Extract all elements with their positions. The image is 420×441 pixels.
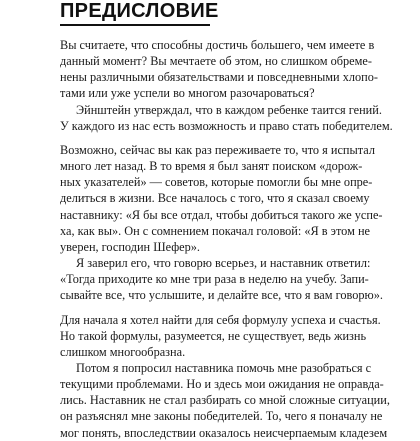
paragraph-5	[60, 312, 381, 360]
text-line: тами или уже успели во многом разочароваться?	[60, 86, 315, 101]
chapter-heading: ПРЕДИСЛОВИЕ	[60, 0, 219, 22]
text-line: много лет назад. В то время я был занят поиском «дорож-	[60, 159, 363, 174]
text-line: «Тогда приходите ко мне три раза в неделю на учебу. Запи-	[60, 272, 369, 287]
text-line: У каждого из нас есть возможность и право стать победителем.	[60, 118, 393, 133]
text-line: Возможно, сейчас вы как раз переживаете то, что я испытал	[60, 142, 375, 157]
text-line: делиться в жизни. Все началось с того, что я сказал своему	[60, 191, 370, 206]
text-line: Вы считаете, что способны достичь большего, чем имеете в	[60, 38, 375, 52]
text-line: данный момент? Вы мечтаете об этом, но слишком обреме-	[60, 54, 372, 69]
text-line: он разъяснял мне законы победителей. То, чего я поначалу не	[60, 409, 383, 424]
text-line: Я заверил его, что говорю всерьез, и наставник ответил:	[76, 256, 371, 271]
text-line: нены различными обязательствами и повседневными хлопо-	[60, 70, 378, 85]
text-line: наставнику: «Я бы все отдал, чтобы добиться такого же успе-	[60, 207, 383, 222]
text-line: ных указателей» — советов, которые помогли бы мне опре-	[60, 175, 373, 190]
text-line: лись. Наставник не стал разбирать со мной сложные ситуации,	[60, 393, 390, 408]
heading-underline	[60, 24, 210, 26]
text-line: Но такой формулы, разумеется, не существует, ведь жизнь	[60, 328, 367, 343]
paragraph-2	[60, 102, 393, 134]
paragraph-4	[60, 255, 383, 303]
paragraph-6	[60, 360, 390, 441]
paragraph-3	[60, 142, 383, 255]
text-line: сывайте все, что услышите, и делайте все, что я вам говорю».	[60, 288, 383, 303]
paragraph-1	[60, 37, 378, 102]
text-line: текущими проблемами. Но и здесь мои ожидания не оправда-	[60, 377, 384, 392]
text-line: Потом я попросил наставника помочь мне разобраться с	[76, 360, 372, 375]
text-line: ха, как вы». Он с сомнением покачал головой: «Я в этом не	[60, 223, 370, 238]
text-line: Эйнштейн утверждал, что в каждом ребенке таится гений.	[76, 102, 382, 117]
text-line: мог понять, впоследствии оказалось неисчерпаемым кладезем	[60, 425, 388, 440]
text-line: Для начала я хотел найти для себя формулу успеха и счастья.	[60, 312, 381, 327]
text-line: уверен, господин Шефер».	[60, 239, 201, 254]
text-line: слишком многообразна.	[60, 344, 186, 359]
body-text	[60, 37, 393, 441]
